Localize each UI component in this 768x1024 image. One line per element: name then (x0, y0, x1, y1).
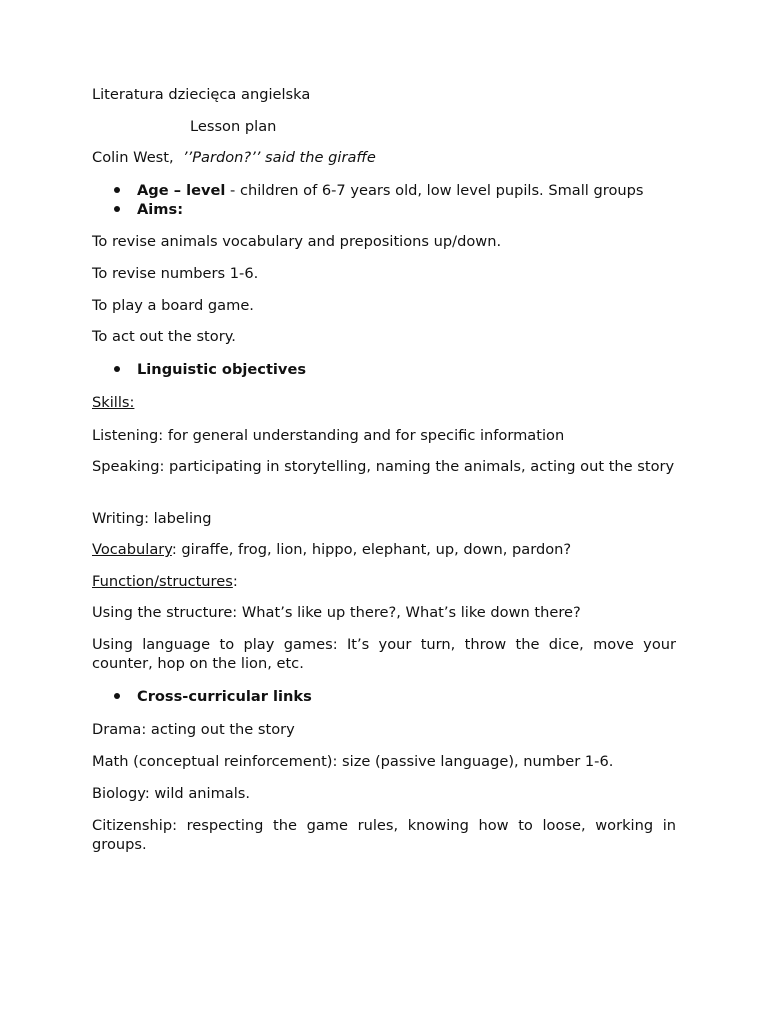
speaking-skill: Speaking: participating in storytelling, naming the animals, acting out the story (92, 458, 675, 475)
bullet-age-level (114, 181, 644, 200)
citizenship-link: Citizenship: respecting the game rules, knowing how to loose, working in groups. (92, 817, 676, 853)
bullet-aims (114, 200, 183, 219)
course-title: Literatura dziecięca angielska (92, 86, 311, 103)
games-language-line: Using language to play games: It’s your turn, throw the dice, move your counter, hop on the lion, etc. (92, 636, 676, 672)
story-title: ’’Pardon?’’ said the giraffe (182, 149, 376, 166)
age-level-label: Age – level (137, 182, 226, 199)
listening-skill: Listening: for general understanding and for specific information (92, 427, 565, 444)
aim-item: To revise numbers 1-6. (92, 265, 259, 282)
aim-item: To revise animals vocabulary and prepositions up/down. (92, 233, 502, 250)
age-level-text: - children of 6-7 years old, low level pupils. Small groups (225, 182, 644, 199)
structure-line: Using the structure: What’s like up there?, What’s like down there? (92, 604, 581, 621)
function-structures-label: Function/structures (92, 573, 233, 590)
aim-item: To play a board game. (92, 297, 254, 314)
story-reference (92, 148, 676, 167)
writing-skill: Writing: labeling (92, 510, 212, 527)
vocabulary-label: Vocabulary (92, 541, 172, 558)
author-name: Colin West, (92, 149, 174, 166)
biology-link: Biology: wild animals. (92, 785, 251, 802)
function-structures-colon: : (232, 573, 238, 590)
vocabulary-text: : giraffe, frog, lion, hippo, elephant, up, down, pardon? (171, 541, 572, 558)
bullet-linguistic-objectives (114, 360, 306, 379)
cross-curricular-label: Cross-curricular links (137, 688, 312, 705)
bullet-icon (114, 187, 120, 193)
aim-item: To act out the story. (92, 328, 236, 345)
document-page (92, 0, 676, 1024)
vocabulary-line (92, 540, 676, 559)
bullet-icon (114, 693, 120, 699)
lesson-plan-heading: Lesson plan (190, 118, 277, 135)
bullet-icon (114, 206, 120, 212)
bullet-icon (114, 366, 120, 372)
bullet-cross-curricular (114, 687, 312, 706)
aims-label: Aims: (137, 201, 184, 218)
skills-heading: Skills: (92, 394, 135, 411)
function-structures-line (92, 572, 676, 591)
drama-link: Drama: acting out the story (92, 721, 295, 738)
linguistic-objectives-label: Linguistic objectives (137, 361, 307, 378)
math-link: Math (conceptual reinforcement): size (passive language), number 1-6. (92, 753, 614, 770)
